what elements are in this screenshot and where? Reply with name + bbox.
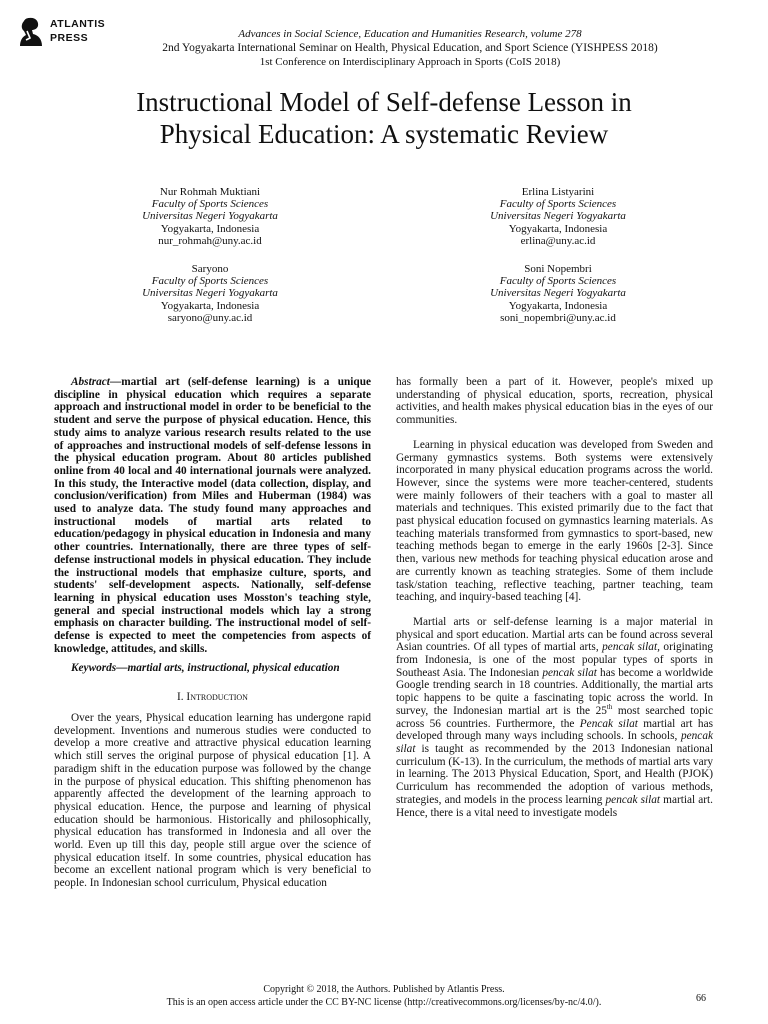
author-email: saryono@uny.ac.id xyxy=(167,311,253,324)
author-location: Yogyakarta, Indonesia xyxy=(160,299,260,312)
author-block xyxy=(428,263,688,324)
text-run-italic: Pencak silat xyxy=(579,717,638,730)
author-block xyxy=(80,263,340,324)
text-run-italic: pencak silat xyxy=(396,730,713,755)
author-location: Yogyakarta, Indonesia xyxy=(160,222,260,235)
text-run: martial art has developed through many ways including schools. In schools, xyxy=(396,717,713,743)
author-faculty: Faculty of Sports Sciences xyxy=(499,198,617,211)
paper-title xyxy=(40,86,728,150)
introduction-text xyxy=(54,712,371,890)
right-column xyxy=(396,376,713,819)
text-run: is taught as recommended by the 2013 Indonesian national curriculum (K-13). In the curriculum, the methods of martial arts vary in learning. The 2013 Physical Education, Sport, and Health (PJOK) Curriculum has recommended the adoption of various methods, strategies, and models in the process learning xyxy=(396,742,713,806)
title-line2: Physical Education: A systematic Review xyxy=(159,119,609,149)
paragraph: Learning in physical education was developed from Sweden and Germany gymnastics systems. Both systems were extensively incorporated in many physical education programs across the world. However, since the systems were more teacher-centered, students were mainly followers of their teachers with a goal to master all materials and techniques. This existed primarily due to the fact that past physical education focused on gymnastics learning materials. As teaching materials transformed from gymnastics to sport-based, new teaching methods began to emerge in the early 1960s [2-3]. Since then, various new methods for teaching physical education arose and are currently known as teaching strategies. Some of them include task/station teaching, reflective teaching, partner teaching, team teaching, and inquiry-based teaching [4]. xyxy=(396,438,713,604)
author-name: Soni Nopembri xyxy=(524,263,592,275)
superscript: th xyxy=(606,703,613,712)
author-name: Saryono xyxy=(191,263,229,275)
author-location: Yogyakarta, Indonesia xyxy=(508,299,608,312)
abstract-text: —martial art (self-defense learning) is a unique discipline in physical education which requires a separate approach and instructional model in order to be beneficial to the student and serve the purpose of physical education. Hence, this study aims to analyze various research results related to the use of approaches and instructional models of self-defense lessons in the physical education program. About 80 articles published online from 40 local and 40 international journals were analyzed. In this study, the Interactive model (data collection, display, and conclusion/verification) from Miles and Huberman (1984) was used to analyze data. The study found many approaches and instructional models of martial arts related to education/pedagogy in physical education in Indonesia and many other countries. Internationally, there are three types of self-defense instructional models in physical education. They include the instructional models that emphasize culture, sports, and students' self-development aspects. Nationally, self-defense learning in physical education uses Mosston's teaching style, general and special instructional models which lay a strong emphasis on character building. The instructional model of self-defense is expected to meet the competencies from aspects of knowledge, attitudes, and skills. xyxy=(54,376,371,655)
author-email: nur_rohmah@uny.ac.id xyxy=(158,234,262,247)
text-run: martial art. Hence, there is a vital need to investigate models xyxy=(396,793,713,819)
author-faculty: Faculty of Sports Sciences xyxy=(499,275,617,288)
publisher-logo xyxy=(16,16,126,52)
author-university: Universitas Negeri Yogyakarta xyxy=(490,210,626,223)
paragraph xyxy=(396,616,713,819)
text-run-italic: pencak silat, xyxy=(602,641,660,654)
logo-line2: PRESS xyxy=(50,32,89,44)
keywords xyxy=(54,662,371,675)
keywords-text: Keywords—martial arts, instructional, physical education xyxy=(71,662,340,674)
conference-line1: 2nd Yogyakarta International Seminar on Health, Physical Education, and Sport Science (YISHPESS 2018) xyxy=(162,42,658,54)
author-block xyxy=(428,186,688,247)
title-line1: Instructional Model of Self-defense Lesson in xyxy=(136,87,632,117)
author-faculty: Faculty of Sports Sciences xyxy=(151,275,269,288)
author-name: Nur Rohmah Muktiani xyxy=(159,186,261,198)
text-run-italic: pencak silat xyxy=(542,666,597,679)
author-faculty: Faculty of Sports Sciences xyxy=(151,198,269,211)
author-location: Yogyakarta, Indonesia xyxy=(508,222,608,235)
journal-header: Advances in Social Science, Education and Humanities Research, volume 278 xyxy=(238,28,582,40)
author-university: Universitas Negeri Yogyakarta xyxy=(490,287,626,300)
abstract xyxy=(54,376,371,655)
author-email: soni_nopembri@uny.ac.id xyxy=(500,311,616,324)
conference-line2: 1st Conference on Interdisciplinary Approach in Sports (CoIS 2018) xyxy=(259,56,561,68)
thinker-icon xyxy=(16,16,46,48)
text-run: Martial arts or self-defense learning is a major material in physical and sport education. Martial arts can be found across several Asian countries. Of all types of martial arts, xyxy=(396,615,713,654)
section-heading: I. Introduction xyxy=(177,691,248,703)
author-university: Universitas Negeri Yogyakarta xyxy=(142,287,278,300)
paragraph: has formally been a part of it. However, people's mixed up understanding of physical education, sports, recreation, physical activities, and health makes physical education bias in the eyes of our communities. xyxy=(396,376,713,427)
text-run: has become a worldwide Google trending search in 18 countries. Additionally, the martial arts topic happens to be quite a fascinating topic across the world. In survey, the Indonesian martial art is the 25 xyxy=(396,666,713,717)
text-run: originating from Indonesia, is one of the most popular types of sports in Southeast Asia. The Indonesian xyxy=(396,641,714,679)
logo-line1: ATLANTIS xyxy=(50,18,106,30)
intro-paragraph: Over the years, Physical education learning has undergone rapid development. Inventions and numerous studies were conducted to develop a more creative and attractive physical education learning which still serves the original purpose of physical education [1]. A paradigm shift in the education purpose was followed by the change in the purpose of physical education. This shifting phenomenon has apparently affected the development of the learning approach to physical education. Hence, the purpose and learning of physical education should be harmonious. Historically and philosophically, physical education has transformed in Indonesia and all over the world. Even up till this day, people still argue over the science of physical education itself. In some countries, physical education has become an excellent national program which is very beneficial to people. In Indonesian school curriculum, Physical education xyxy=(54,712,371,890)
author-university: Universitas Negeri Yogyakarta xyxy=(142,210,278,223)
page-number: 66 xyxy=(696,993,706,1004)
license-line: This is an open access article under the CC BY-NC license (http://creativecommons.org/licenses/by-nc/4.0/). xyxy=(166,997,602,1008)
author-name: Erlina Listyarini xyxy=(521,186,595,198)
author-email: erlina@uny.ac.id xyxy=(520,234,596,247)
copyright-line: Copyright © 2018, the Authors. Published by Atlantis Press. xyxy=(263,984,505,995)
abstract-label: Abstract xyxy=(71,376,110,388)
text-run: most searched topic across 56 countries. Furthermore, the xyxy=(396,704,714,730)
author-block xyxy=(80,186,340,247)
text-run-italic: pencak silat xyxy=(605,793,661,806)
